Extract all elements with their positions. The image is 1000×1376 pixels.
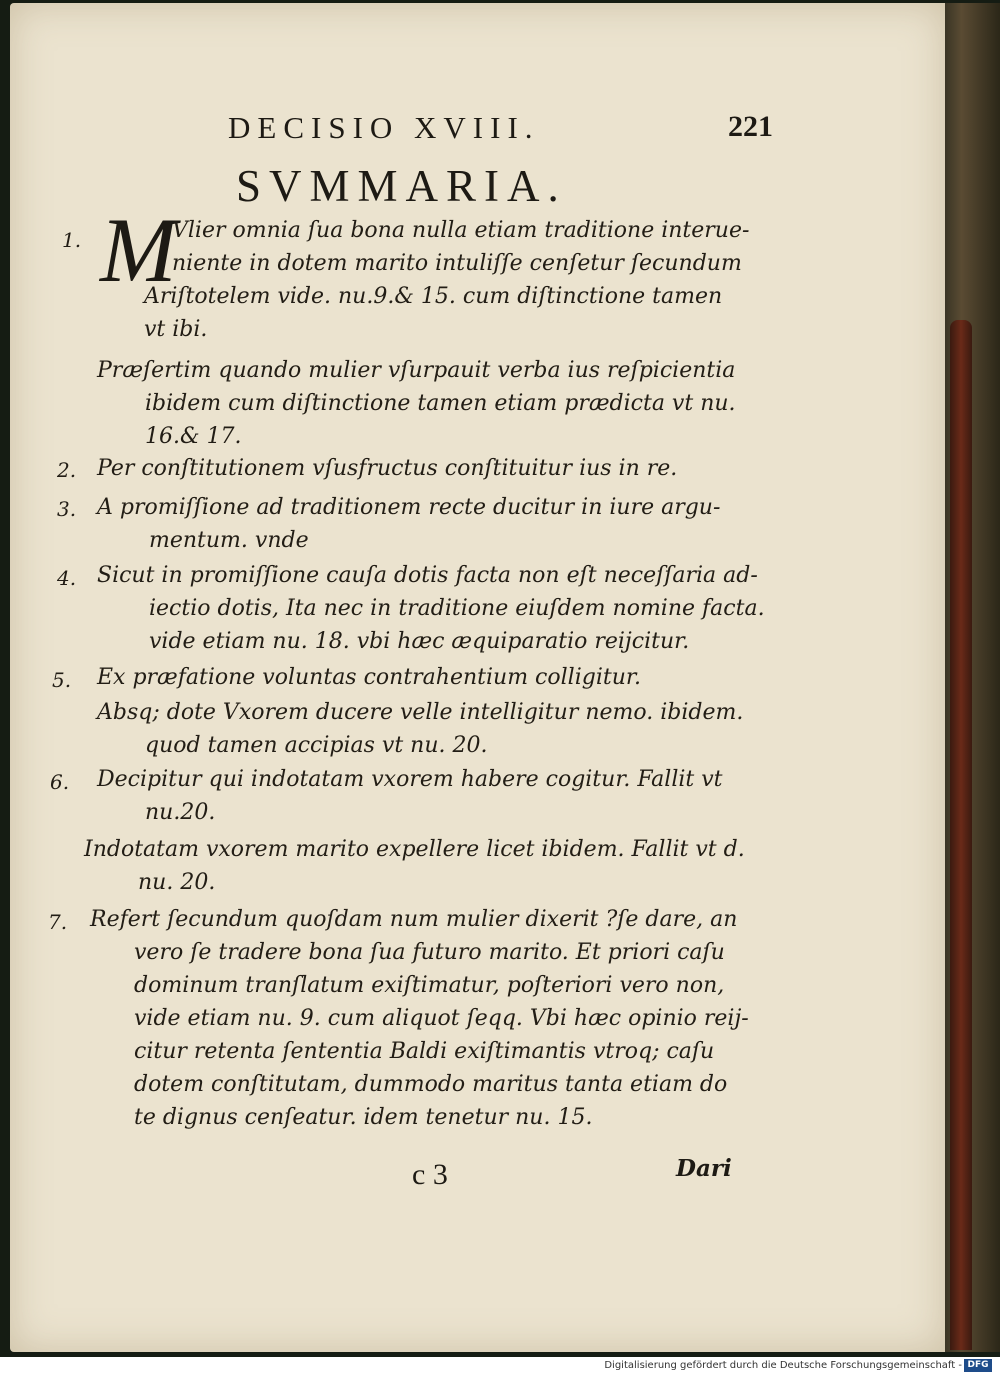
entry-line: ibidem cum diſtinctione tamen etiam prædicta vt nu. [145,391,736,416]
entry-line: dominum tranſlatum exiſtimatur, poſteriori vero non, [134,973,725,998]
entry-line: vide etiam nu. 9. cum aliquot ſeqq. Vbi hæc opinio reij- [134,1006,749,1031]
entry-line: Præſertim quando mulier vſurpauit verba ius reſpicientia [97,358,736,383]
entry-line: Refert ſecundum quoſdam num mulier dixerit ?ſe dare, an [90,907,738,932]
funding-notice: Digitalisierung gefördert durch die Deutsche Forschungsgemeinschaft - [604,1360,962,1371]
entry-line: Ex præfatione voluntas contrahentium colligitur. [97,665,641,690]
entry-line: quod tamen accipias vt nu. 20. [145,733,488,758]
entry-line: dotem conſtitutam, dummodo maritus tanta etiam do [134,1072,728,1097]
entry-line: niente in dotem marito intuliſſe cenſetur ſecundum [172,251,742,276]
entry-line: Vlier omnia ſua bona nulla etiam traditione interue- [172,218,750,243]
entry-line: nu. 20. [138,870,216,895]
entry-number: 1. [62,228,82,252]
summary-entry [90,903,749,1134]
catchword: Dari [676,1155,732,1182]
summary-entry [97,763,723,829]
entry-line: Absq; dote Vxorem ducere velle intelligitur nemo. ibidem. [97,700,744,725]
summary-entry [97,559,765,658]
dfg-logo: DFG [964,1359,992,1372]
page-number: 221 [728,110,773,143]
entry-line: te dignus cenſeatur. idem tenetur nu. 15. [134,1105,593,1130]
summary-entry [97,354,736,453]
entry-line: 16.& 17. [145,424,242,449]
entry-line: nu.20. [145,800,216,825]
summary-entry [97,696,743,762]
entry-line: Decipitur qui indotatam vxorem habere cogitur. Fallit vt [97,767,723,792]
entry-line: vero ſe tradere bona ſua futuro marito. Et priori caſu [134,940,725,965]
section-title: SVMMARIA. [236,161,567,211]
entry-line: Per conſtitutionem vſusfructus conſtituitur ius in re. [97,456,678,481]
entry-line: vt ibi. [144,317,208,342]
entry-line: A promiſſione ad traditionem recte ducitur in iure argu- [97,495,721,520]
summary-entry [144,214,750,346]
summary-entry [84,833,745,899]
summary-entry [97,491,720,557]
signature-mark: c 3 [412,1158,448,1191]
entry-line: mentum. vnde [149,528,309,553]
entry-line: Sicut in promiſſione cauſa dotis facta non eſt neceſſaria ad- [97,563,758,588]
entry-number: 2. [57,458,77,482]
entry-number: 6. [50,770,70,794]
entry-number: 4. [57,566,77,590]
running-head: DECISIO XVIII. [228,110,540,145]
entry-line: citur retenta ſententia Baldi exiſtimantis vtroq; caſu [134,1039,715,1064]
entry-number: 3. [57,497,77,521]
entry-line: iectio dotis, Ita nec in traditione eiuſdem nomine facta. [149,596,765,621]
summary-entry [97,661,641,694]
entry-number: 5. [52,668,72,692]
entry-line: vide etiam nu. 18. vbi hæc æquiparatio reijcitur. [149,629,690,654]
entry-number: 7. [48,910,68,934]
entry-line: Ariſtotelem vide. nu.9.& 15. cum diſtinctione tamen [144,284,723,309]
drop-cap: M [100,199,177,301]
bookmark-ribbon [950,320,972,1350]
summary-entry [97,452,677,485]
entry-line: Indotatam vxorem marito expellere licet ibidem. Fallit vt d. [84,837,745,862]
